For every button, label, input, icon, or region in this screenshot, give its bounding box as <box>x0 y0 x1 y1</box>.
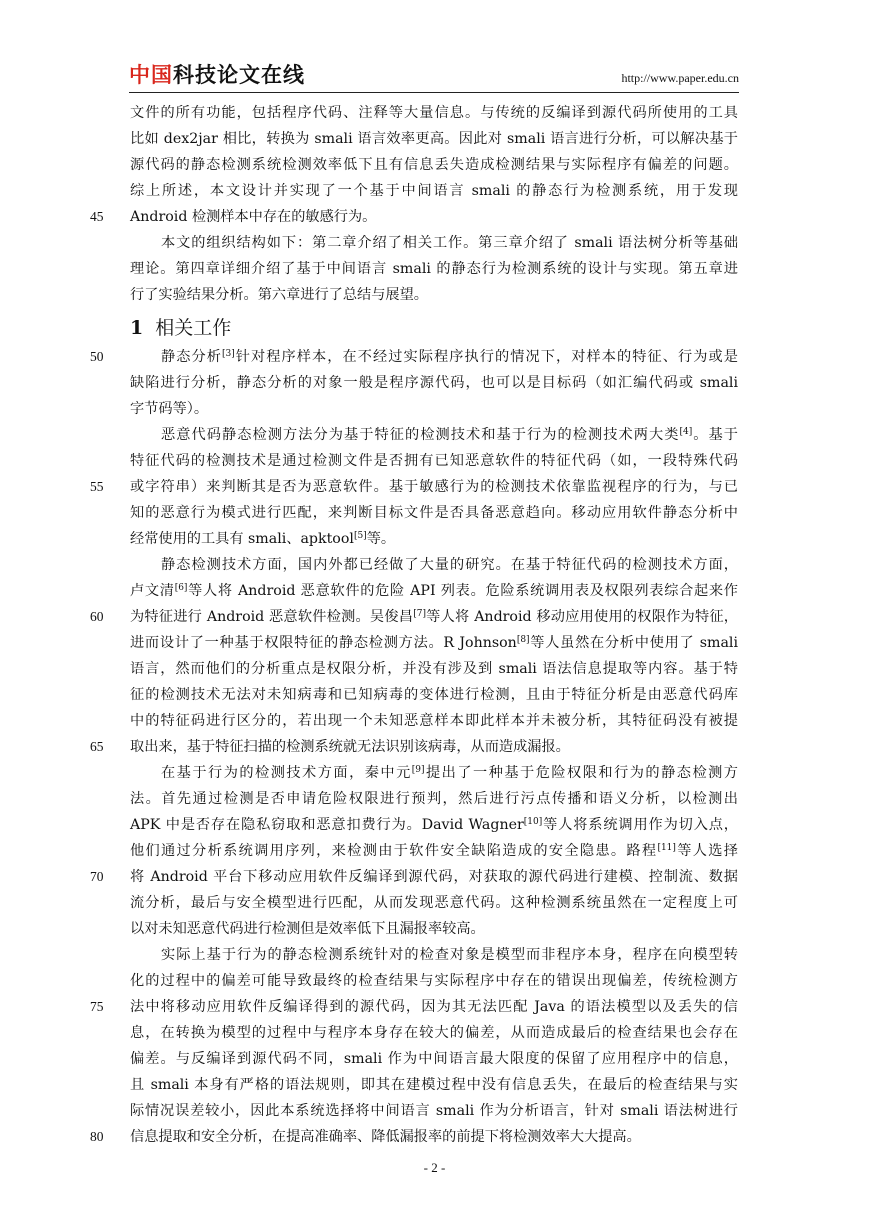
text-line: 进而设计了一种基于权限特征的静态检测方法。R Johnson[8]等人虽然在分析中使用了 smali <box>130 635 738 651</box>
text-line: 将 Android 平台下移动应用软件反编译到源代码，对获取的源代码进行建模、控制流、数据 <box>130 869 738 885</box>
citation: [10] <box>523 817 543 827</box>
text-line: 实际上基于行为的静态检测系统针对的检查对象是模型而非程序本身，程序在向模型转 <box>161 947 738 963</box>
text-line: 际情况误差较小，因此本系统选择将中间语言 smali 作为分析语言，针对 smali 语法树进行 <box>130 1103 738 1119</box>
journal-logo <box>129 62 305 88</box>
text-line: 文件的所有功能，包括程序代码、注释等大量信息。与传统的反编译到源代码所使用的工具 <box>130 105 738 121</box>
text-line: 综上所述，本文设计并实现了一个基于中间语言 smali 的静态行为检测系统，用于发现 <box>130 183 738 199</box>
header-rule <box>129 92 739 93</box>
text-line: 本文的组织结构如下：第二章介绍了相关工作。第三章介绍了 smali 语法树分析等基础 <box>161 235 738 251</box>
text-line: 偏差。与反编译到源代码不同，smali 作为中间语言最大限度的保留了应用程序中的信息， <box>130 1051 738 1067</box>
text-line: 卢文清[6]等人将 Android 恶意软件的危险 API 列表。危险系统调用表及权限列表综合起来作 <box>130 583 738 599</box>
text-line: 行了实验结果分析。第六章进行了总结与展望。 <box>130 287 428 303</box>
text-line: 恶意代码静态检测方法分为基于特征的检测技术和基于行为的检测技术两大类[4]。基于 <box>161 427 738 443</box>
line-number: 80 <box>90 1129 104 1144</box>
text-line: 静态检测技术方面，国内外都已经做了大量的研究。在基于特征代码的检测技术方面， <box>161 557 738 573</box>
section-number: 1 <box>130 317 144 339</box>
section-heading <box>130 314 231 342</box>
text-line: 知的恶意行为模式进行匹配，来判断目标文件是否具备恶意趋向。移动应用软件静态分析中 <box>130 505 738 521</box>
line-number: 70 <box>90 869 104 884</box>
text-line: 经常使用的工具有 smali、apktool[5]等。 <box>130 531 396 547</box>
page-header <box>129 62 739 92</box>
logo-black-text: 科技论文在线 <box>173 63 305 87</box>
citation: [3] <box>222 349 235 359</box>
text-line: 征的检测技术无法对未知病毒和已知病毒的变体进行检测，且由于特征分析是由恶意代码库 <box>130 687 738 703</box>
text-line: 流分析，最后与安全模型进行匹配，从而发现恶意代码。这种检测系统虽然在一定程度上可 <box>130 895 738 911</box>
text-line: 缺陷进行分析，静态分析的对象一般是程序源代码，也可以是目标码（如汇编代码或 smali <box>130 375 738 391</box>
text-line: 语言，然而他们的分析重点是权限分析，并没有涉及到 smali 语法信息提取等内容。基于特 <box>130 661 738 677</box>
text-line: APK 中是否存在隐私窃取和恶意扣费行为。David Wagner[10]等人将系统调用作为切入点， <box>130 817 738 833</box>
text-line: 或字符串）来判断其是否为恶意软件。基于敏感行为的检测技术依靠监视程序的行为，与已 <box>130 479 738 495</box>
text-line: 理论。第四章详细介绍了基于中间语言 smali 的静态行为检测系统的设计与实现。第五章进 <box>130 261 738 277</box>
section-title: 相关工作 <box>155 317 232 339</box>
text-line: 法。首先通过检测是否申请危险权限进行预判，然后进行污点传播和语义分析，以检测出 <box>130 791 738 807</box>
text-line: 特征代码的检测技术是通过检测文件是否拥有已知恶意软件的特征代码（如，一段特殊代码 <box>130 453 738 469</box>
line-number: 75 <box>90 999 104 1014</box>
line-number: 45 <box>90 209 104 224</box>
citation: [5] <box>353 531 367 541</box>
text-line: 字节码等）。 <box>130 401 209 417</box>
text-line: 比如 dex2jar 相比，转换为 smali 语言效率更高。因此对 smali 语言进行分析，可以解决基于 <box>130 131 738 147</box>
text-line: 信息提取和安全分析，在提高准确率、降低漏报率的前提下将检测效率大大提高。 <box>130 1129 641 1145</box>
citation: [7] <box>413 609 426 619</box>
citation: [8] <box>516 635 530 645</box>
line-number: 55 <box>90 479 104 494</box>
line-number: 50 <box>90 349 104 364</box>
text-line: 源代码的静态检测系统检测效率低下且有信息丢失造成检测结果与实际程序有偏差的问题。 <box>130 157 738 173</box>
text-line: Android 检测样本中存在的敏感行为。 <box>130 209 377 225</box>
text-line: 为特征进行 Android 恶意软件检测。吴俊昌[7]等人将 Android 移动应用使用的权限作为特征， <box>130 609 738 625</box>
citation: [9] <box>411 765 425 775</box>
text-line: 且 smali 本身有严格的语法规则，即其在建模过程中没有信息丢失，在最后的检查结果与实 <box>130 1077 738 1093</box>
text-line: 化的过程中的偏差可能导致最终的检查结果与实际程序中存在的错误出现偏差，传统检测方 <box>130 973 738 989</box>
citation: [4] <box>679 427 693 437</box>
page-number: - 2 - <box>423 1160 446 1175</box>
text-line: 他们通过分析系统调用序列，来检测由于软件安全缺陷造成的安全隐患。路程[11]等人选择 <box>130 843 738 859</box>
citation: [11] <box>657 843 676 853</box>
line-number: 65 <box>90 739 104 754</box>
text-line: 在基于行为的检测技术方面，秦中元[9]提出了一种基于危险权限和行为的静态检测方 <box>161 765 738 781</box>
logo-red-text: 中国 <box>129 63 173 87</box>
text-line: 取出来，基于特征扫描的检测系统就无法识别该病毒，从而造成漏报。 <box>130 739 570 755</box>
text-line: 中的特征码进行区分的，若出现一个未知恶意样本即此样本并未被分析，其特征码没有被提 <box>130 713 738 729</box>
header-url: http://www.paper.edu.cn <box>621 71 739 85</box>
text-line: 静态分析[3]针对程序样本，在不经过实际程序执行的情况下，对样本的特征、行为或是 <box>161 349 738 365</box>
text-line: 法中将移动应用软件反编译得到的源代码，因为其无法匹配 Java 的语法模型以及丢失的信 <box>130 999 738 1015</box>
line-number: 60 <box>90 609 104 624</box>
citation: [6] <box>174 583 188 593</box>
text-line: 息，在转换为模型的过程中与程序本身存在较大的偏差，从而造成最后的检查结果也会存在 <box>130 1025 738 1041</box>
text-line: 以对未知恶意代码进行检测但是效率低下且漏报率较高。 <box>130 921 485 937</box>
